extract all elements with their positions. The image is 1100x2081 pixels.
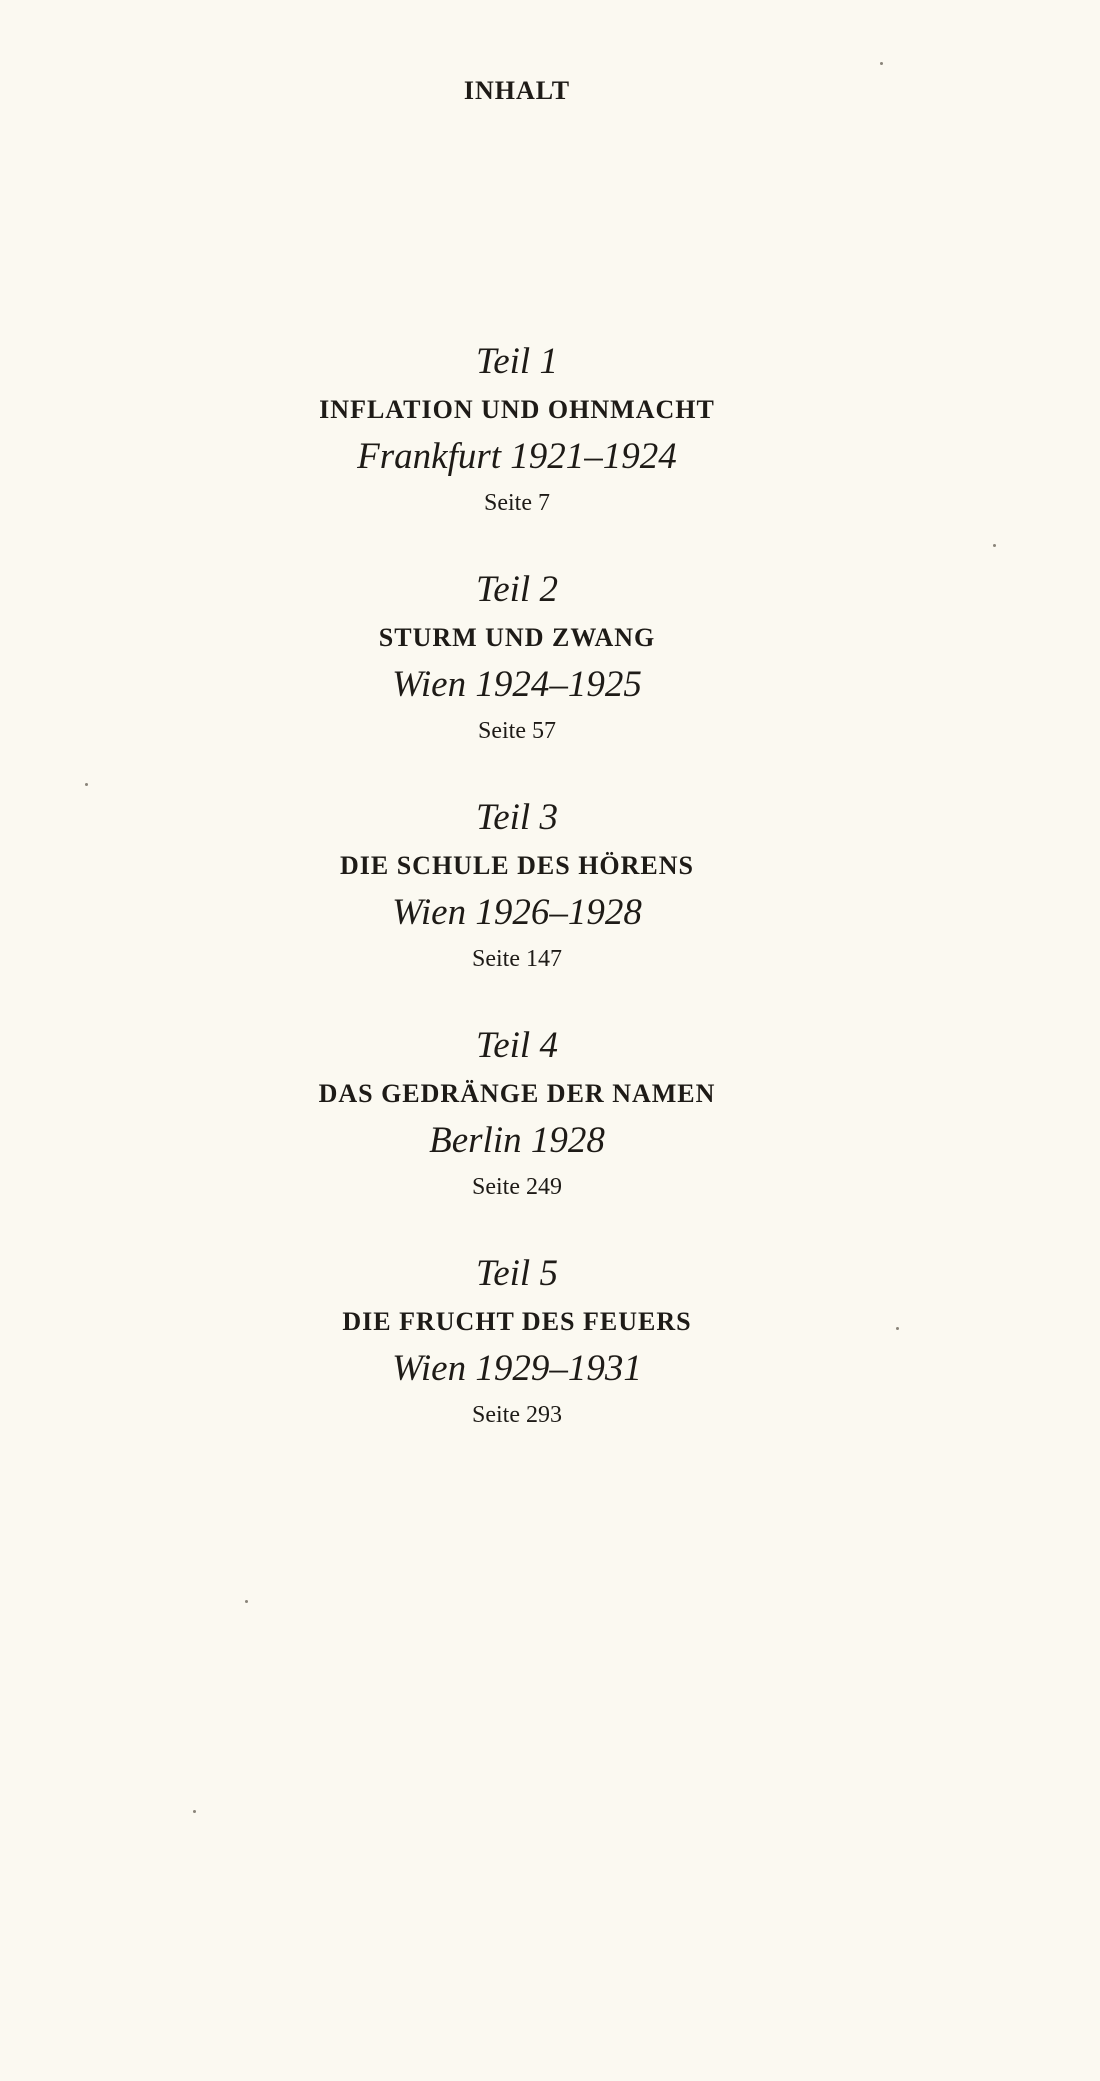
toc-entry-part-4 xyxy=(0,1020,1034,1248)
paper-speck xyxy=(896,1327,899,1330)
paper-speck xyxy=(245,1600,248,1603)
part-page-number: Seite 147 xyxy=(472,946,562,972)
part-title: DIE SCHULE DES HÖRENS xyxy=(339,851,695,880)
part-title: STURM UND ZWANG xyxy=(378,623,656,652)
part-place-date: Wien 1924–1925 xyxy=(392,664,642,705)
part-title: DAS GEDRÄNGE DER NAMEN xyxy=(318,1079,716,1108)
part-page-number: Seite 249 xyxy=(472,1174,562,1200)
toc-entry-part-5 xyxy=(0,1248,1034,1476)
part-title: INFLATION UND OHNMACHT xyxy=(319,395,715,424)
part-label: Teil 1 xyxy=(476,341,558,382)
part-page-number: Seite 7 xyxy=(484,490,550,516)
paper-speck xyxy=(85,783,88,786)
part-place-date: Wien 1926–1928 xyxy=(392,892,642,933)
part-label: Teil 5 xyxy=(476,1253,558,1294)
table-of-contents xyxy=(0,336,1034,1476)
part-place-date: Frankfurt 1921–1924 xyxy=(357,436,677,477)
paper-speck xyxy=(880,62,883,65)
part-label: Teil 2 xyxy=(476,569,558,610)
toc-entry-part-3 xyxy=(0,792,1034,1020)
toc-heading: INHALT xyxy=(463,76,571,105)
part-page-number: Seite 57 xyxy=(478,718,556,744)
toc-entry-part-2 xyxy=(0,564,1034,792)
paper-speck xyxy=(993,544,996,547)
part-title: DIE FRUCHT DES FEUERS xyxy=(342,1307,692,1336)
part-place-date: Wien 1929–1931 xyxy=(392,1348,642,1389)
part-label: Teil 3 xyxy=(476,797,558,838)
part-page-number: Seite 293 xyxy=(472,1402,562,1428)
part-label: Teil 4 xyxy=(476,1025,558,1066)
part-place-date: Berlin 1928 xyxy=(429,1120,605,1161)
toc-entry-part-1 xyxy=(0,336,1034,564)
paper-speck xyxy=(193,1810,196,1813)
